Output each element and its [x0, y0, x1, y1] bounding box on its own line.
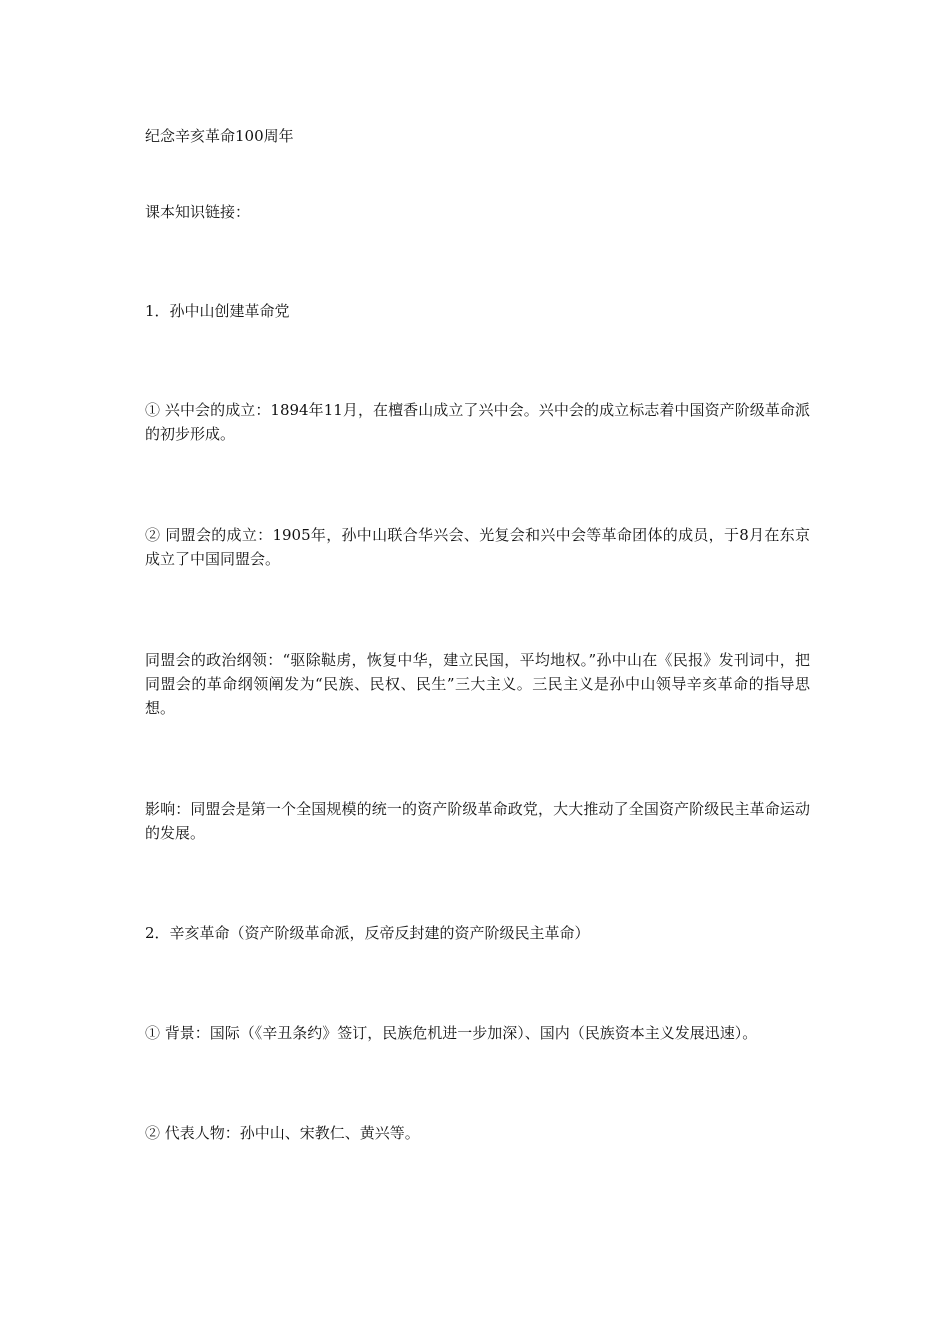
paragraph-key-figures: ② 代表人物：孙中山、宋教仁、黄兴等。: [145, 1124, 420, 1142]
document-title: 纪念辛亥革命100周年: [145, 127, 294, 145]
heading-sun-yat-sen-party: 1．孙中山创建革命党: [145, 302, 290, 320]
section-label: 课本知识链接：: [145, 203, 251, 221]
heading-xinhai-revolution: 2．辛亥革命（资产阶级革命派，反帝反封建的资产阶级民主革命）: [145, 924, 590, 942]
paragraph-background: ① 背景：国际（《辛丑条约》签订，民族危机进一步加深）、国内（民族资本主义发展迅速）。: [145, 1024, 758, 1042]
paragraph-political-program: 同盟会的政治纲领：“驱除鞑虏，恢复中华，建立民国，平均地权。”孙中山在《民报》发刊词中，把同盟会的革命纲领阐发为“民族、民权、民生”三大主义。三民主义是孙中山领导辛亥革命的指导思想。: [145, 651, 810, 717]
paragraph-influence: 影响：同盟会是第一个全国规模的统一的资产阶级革命政党，大大推动了全国资产阶级民主革命运动的发展。: [145, 800, 810, 842]
paragraph-xingzhonghui: ① 兴中会的成立：1894年11月，在檀香山成立了兴中会。兴中会的成立标志着中国资产阶级革命派的初步形成。: [145, 401, 810, 443]
paragraph-tongmenghui: ② 同盟会的成立：1905年，孙中山联合华兴会、光复会和兴中会等革命团体的成员，于8月在东京成立了中国同盟会。: [145, 526, 810, 568]
